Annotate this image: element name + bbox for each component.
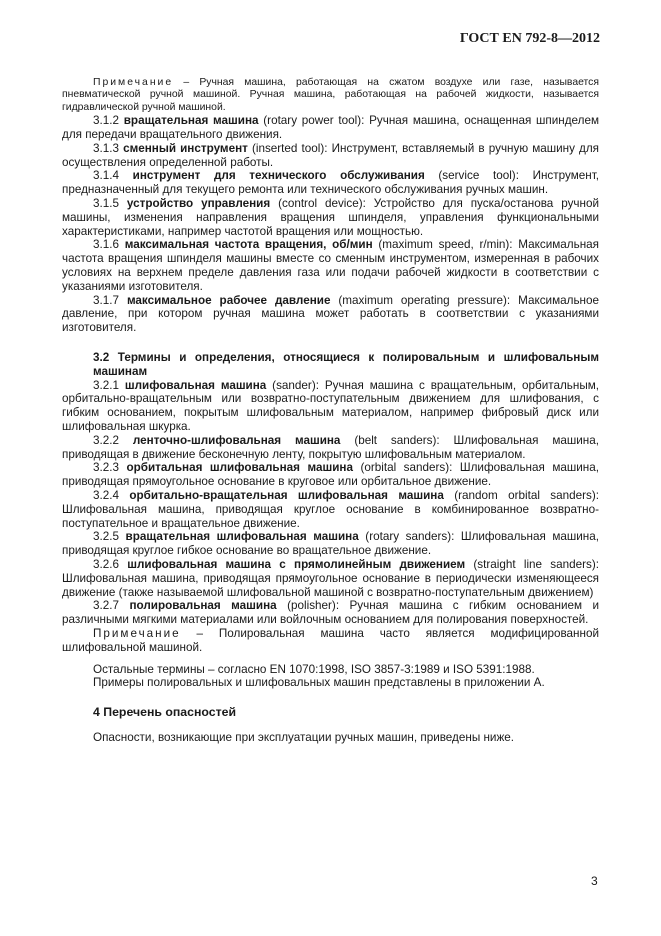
term-number: 3.1.5 — [93, 197, 127, 210]
term-name: орбитальная шлифовальная машина — [126, 461, 353, 475]
other-terms-reference: Остальные термины – согласно EN 1070:1998, ISO 3857-3:1989 и ISO 5391:1988. — [93, 662, 535, 676]
term-3-1-5 — [62, 197, 599, 238]
term-number: 3.1.4 — [93, 169, 133, 183]
term-definition: (maximum speed, r/min): Максимальная частота вращения шпинделя машины вместе со сменным инструментом, измеренная в рабочих условиях на верхнем пределе давления газа или подачи рабочей жидкости в соответствии с указаниями изготовителя. — [62, 238, 599, 293]
term-definition: (sander): Ручная машина с вращательным, орбитальным, орбитально-вращательным или возвратно-поступательным движением для шлифования, с гибким основанием, покрытым шлифовальным материалом, например фибровый диск или шлифовальная шкурка. — [62, 378, 599, 433]
term-definition: (random orbital sanders): Шлифовальная машина, приводящая круглое основание в комбинированное возвратно-поступательное и вращательное движение. — [62, 488, 600, 530]
term-name: полировальная машина — [129, 599, 277, 613]
term-name: шлифовальная машина — [124, 378, 267, 392]
note-1-label: Примечание — [93, 77, 174, 88]
note-2-label: Примечание — [93, 626, 181, 640]
term-name: инструмент для технического обслуживания — [132, 169, 425, 183]
term-definition: (rotary power tool): Ручная машина, оснащенная шпинделем для передачи вращательного движения. — [62, 114, 600, 142]
term-3-2-3 — [62, 461, 599, 489]
term-number: 3.2.1 — [93, 378, 125, 392]
term-name: вращательная шлифовальная машина — [125, 530, 359, 544]
term-3-1-6 — [62, 238, 599, 293]
term-3-2-1 — [62, 379, 599, 434]
term-number: 3.2.4 — [93, 488, 130, 502]
section-4-text: Опасности, возникающие при эксплуатации ручных машин, приведены ниже. — [93, 730, 515, 744]
term-3-2-4 — [62, 489, 599, 530]
term-number: 3.2.6 — [93, 557, 128, 571]
term-name: шлифовальная машина с прямолинейным движением — [127, 557, 466, 571]
document-header: ГОСТ EN 792-8—2012 — [459, 31, 600, 46]
term-3-1-4 — [62, 169, 599, 197]
term-definition: (orbital sanders): Шлифовальная машина, приводящая прямоугольное основание в круговое или орбитальное движение. — [62, 461, 599, 489]
term-3-1-3 — [62, 142, 599, 170]
page-content — [62, 77, 599, 745]
page-number: 3 — [591, 874, 598, 888]
term-3-1-2 — [62, 114, 599, 142]
term-number: 3.1.6 — [93, 238, 125, 252]
term-name: ленточно-шлифовальная машина — [132, 433, 341, 447]
term-number: 3.2.3 — [93, 461, 127, 475]
term-definition: (rotary sanders): Шлифовальная машина, приводящая круглое гибкое основание во вращательное движение. — [62, 530, 600, 558]
term-definition: (service tool): Инструмент, предназначенный для текущего ремонта или технического обслуживания ручных машин. — [62, 169, 599, 197]
section-3-2-heading: 3.2 Термины и определения, относящиеся к полировальным и шлифовальным машинам — [93, 350, 599, 378]
note-2-text: – Полировальная машина часто является модифицированной шлифовальной машиной. — [62, 626, 599, 654]
term-definition: (straight line sanders): Шлифовальная машина, приводящая прямоугольное основание в периодически изменяющееся движение (также называемой шлифовальной машиной с возвратно-поступательным движением) — [62, 557, 599, 599]
term-definition: (belt sanders): Шлифовальная машина, приводящая в движение бесконечную ленту, покрытую шлифовальным материалом. — [62, 433, 599, 461]
term-number: 3.1.3 — [93, 141, 124, 155]
section-4-heading: 4 Перечень опасностей — [93, 705, 237, 720]
examples-reference: Примеры полировальных и шлифовальных машин представлены в приложении А. — [93, 676, 545, 690]
term-definition: (control device): Устройство для пуска/останова ручной машины, изменения направления вращения шпинделя, управления функциональными характеристиками, например частотой вращения или мощностью. — [62, 197, 599, 238]
term-definition: (inserted tool): Инструмент, вставляемый в ручную машину для осуществления определенной работы. — [62, 141, 599, 169]
term-name: орбитально-вращательная шлифовальная машина — [129, 488, 444, 502]
term-name: сменный инструмент — [123, 141, 248, 155]
term-3-2-7 — [62, 599, 599, 627]
term-definition: (polisher): Ручная машина с гибким основанием и различными мягкими материалами или войлочным основанием для полирования поверхностей. — [62, 599, 599, 627]
term-number: 3.2.2 — [93, 433, 133, 447]
note-1-text: – Ручная машина, работающая на сжатом воздухе или газе, называется пневматической ручной машиной. Ручная машина, работающая на рабочей жидкости, называется гидравлической ручной машиной. — [62, 77, 599, 113]
term-number: 3.2.5 — [93, 530, 126, 544]
term-3-2-5 — [62, 530, 599, 558]
term-name: устройство управления — [126, 197, 271, 210]
term-3-1-7 — [62, 294, 599, 335]
term-name: вращательная машина — [123, 114, 259, 128]
note-1 — [62, 77, 599, 114]
note-2 — [62, 627, 599, 655]
term-3-2-6 — [62, 558, 599, 599]
term-number: 3.1.2 — [93, 114, 124, 128]
term-number: 3.1.7 — [93, 293, 127, 307]
term-name: максимальное рабочее давление — [126, 293, 331, 307]
term-number: 3.2.7 — [93, 599, 130, 613]
term-definition: (maximum operating pressure): Максимальное давление, при котором ручная машина может работать в соответствии с указаниями изготовителя. — [62, 293, 599, 335]
term-name: максимальная частота вращения, об/мин — [124, 238, 373, 252]
term-3-2-2 — [62, 434, 599, 462]
